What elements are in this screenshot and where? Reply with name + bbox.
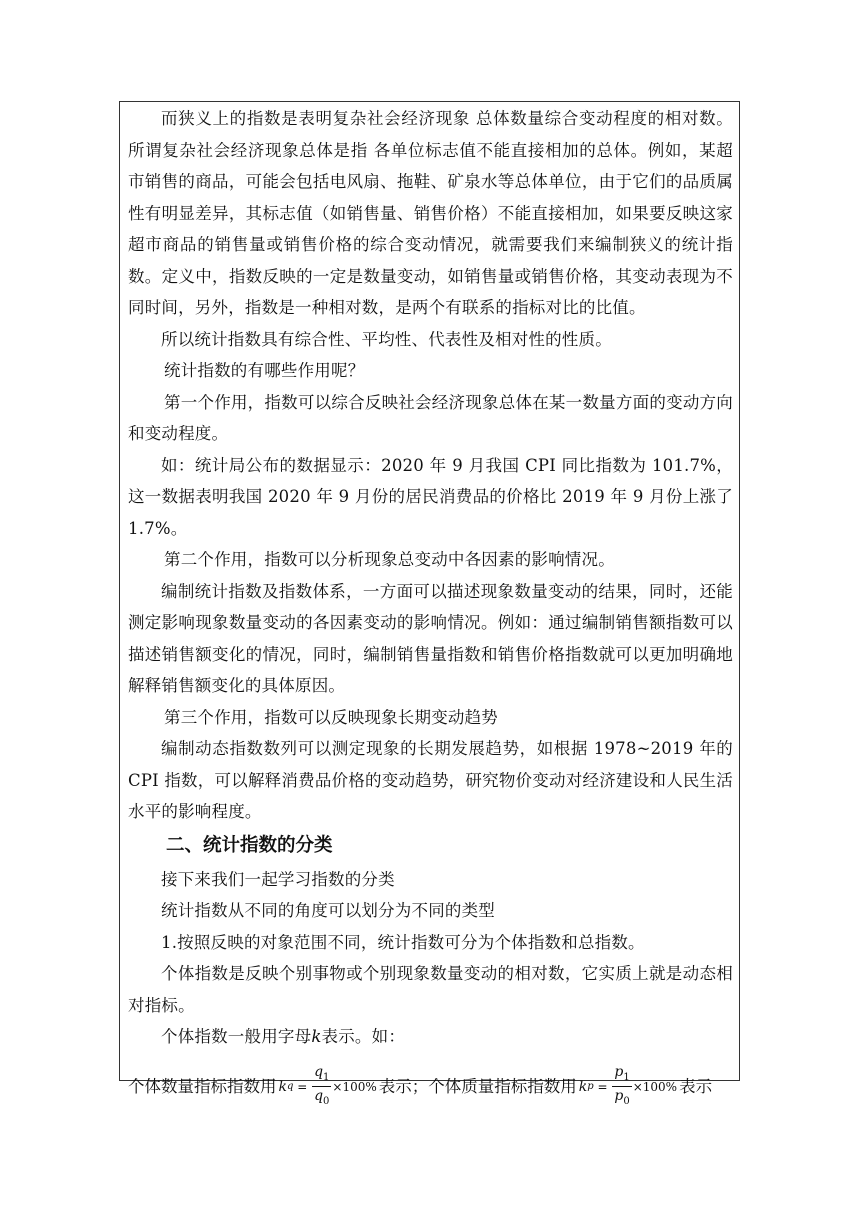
formula-kp: k p = $\frac{p_1}{p_0}$ ×100% [579,1063,677,1112]
paragraph-role-3: 第三个作用，指数可以反映现象长期变动趋势 [164,707,498,727]
document-body [128,103,733,1111]
paragraph-types: 统计指数从不同的角度可以划分为不同的类型 [161,901,495,920]
paragraph-role-1: 第一个作用，指数可以综合反映社会经济现象总体在某一数量方面的变动方向和变动程度。 [128,392,733,443]
formula-line [128,1063,733,1112]
paragraph-index-system: 编制统计指数及指数体系，一方面可以描述现象数量变动的结果，同时，还能测定影响现象数量变动的各因素变动的影响情况。例如：通过编制销售额指数可以描述销售额变化的情况，同时，编制销售量指数和销售价格指数就可以更加明确地解释销售额变化的具体原因。 [128,581,733,695]
paragraph-question: 统计指数的有哪些作用呢？ [164,361,365,380]
paragraph-role-2: 第二个作用，指数可以分析现象总变动中各因素的影响情况。 [164,550,615,569]
paragraph-definition: 而狭义上的指数是表明复杂社会经济现象 总体数量综合变动程度的相对数。所谓复杂社会经济现象总体是指 各单位标志值不能直接相加的总体。例如，某超市销售的商品，可能会包括电风扇、拖鞋、矿泉水等总体单位，由于它们的品质属性有明显差异，其标志值（如销售量、销售价格）不能直接相加，如果要反映这家超市商品的销售量或销售价格的综合变动情况，就需要我们来编制狭义的统计指数。定义中，指数反映的一定是数量变动，如销售量或销售价格，其变动表现为不同时间，另外，指数是一种相对数，是两个有联系的指标对比的比值。 [128,109,733,317]
paragraph-trend: 编制动态指数数列可以测定现象的长期发展趋势，如根据 1978~2019 年的 CPI 指数，可以解释消费品价格的变动趋势，研究物价变动对经济建设和人民生活水平的影响程度。 [128,739,733,821]
formula-text-quality: 表示；个体质量指标指数用 [378,1076,577,1096]
paragraph-classification-1: 1.按照反映的对象范围不同，统计指数可分为个体指数和总指数。 [161,932,645,952]
fraction-p: $\frac{p_1}{p_0}$ [614,1063,630,1108]
section-heading: 二、统计指数的分类 [166,834,333,856]
formula-kq: k q = $\frac{q_1}{q_0}$ ×100% [279,1063,377,1112]
paragraph-cpi-example: 如：统计局公布的数据显示：2020 年 9 月我国 CPI 同比指数为 101.7%，这一数据表明我国 2020 年 9 月份的居民消费品的价格比 2019 年 9 月份上涨了 1.7%。 [128,455,733,538]
paragraph-next: 接下来我们一起学习指数的分类 [161,869,395,889]
paragraph-letter-k: 个体指数一般用字母k表示。如： [161,1027,406,1046]
formula-text-quantity: 个体数量指标指数用 [128,1076,277,1096]
formula-text-end: 表示 [679,1076,713,1096]
paragraph-properties: 所以统计指数具有综合性、平均性、代表性及相对性的性质。 [161,329,612,349]
fraction-q: $\frac{q_1}{q_0}$ [314,1063,330,1108]
paragraph-individual-index: 个体指数是反映个别事物或个别现象数量变动的相对数，它实质上就是动态相对指标。 [128,964,733,1015]
letter-k: k [311,1027,322,1046]
